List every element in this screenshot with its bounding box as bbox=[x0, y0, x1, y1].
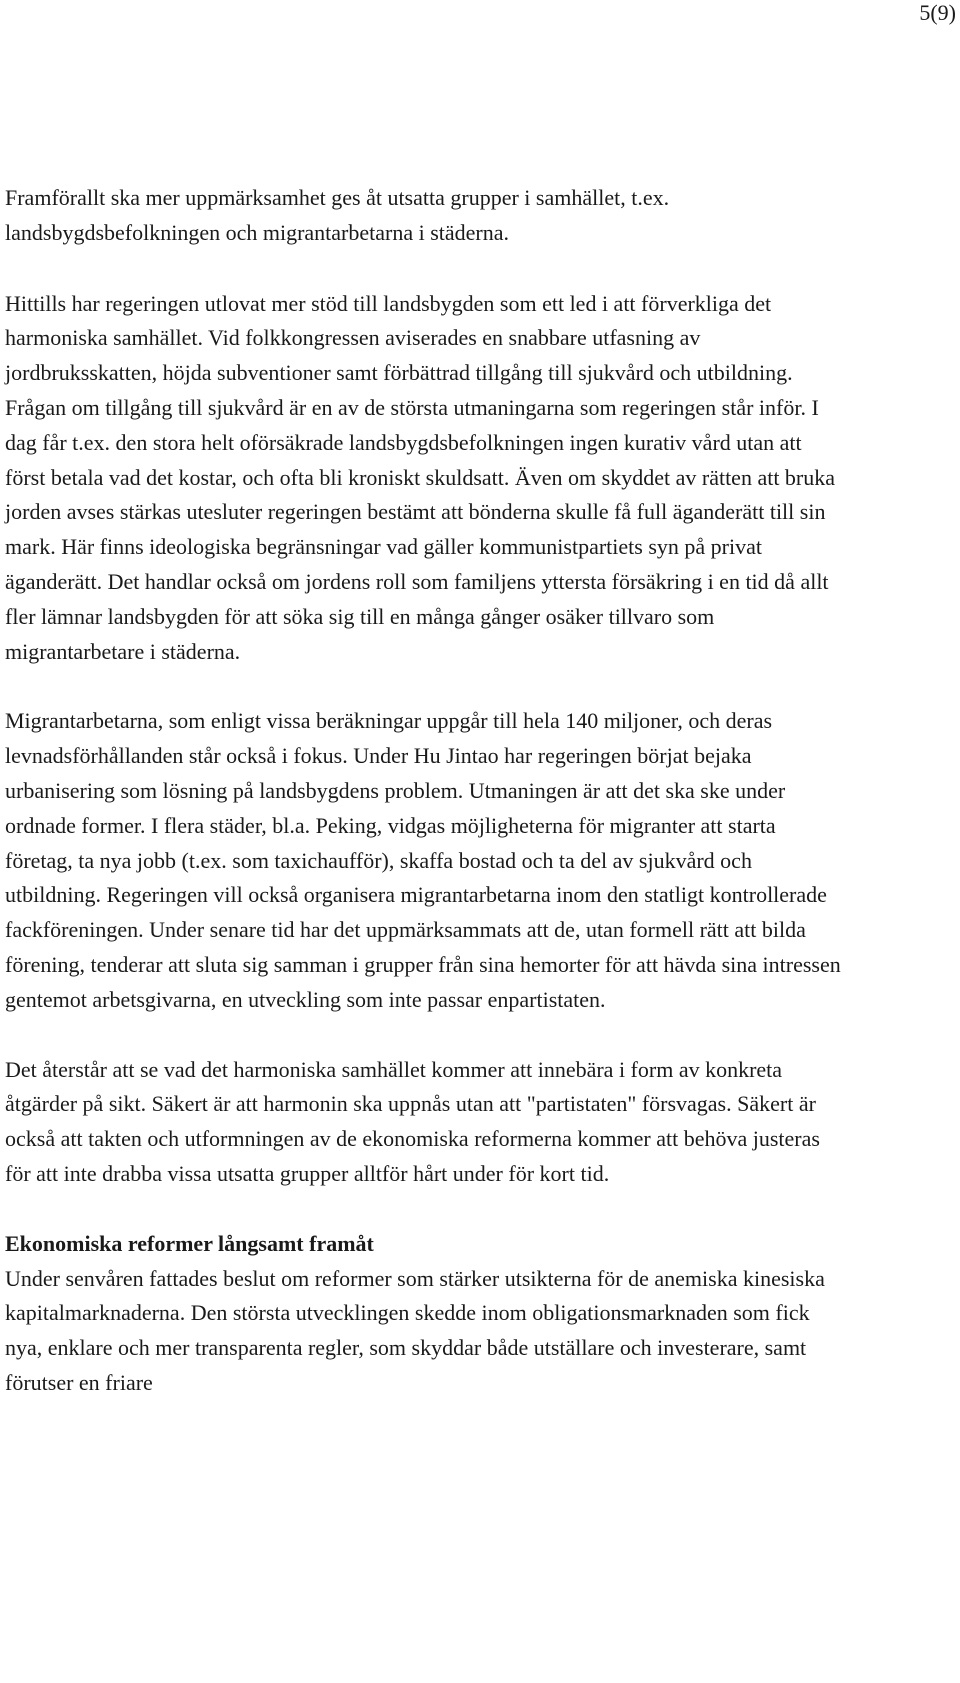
page-number: 5(9) bbox=[919, 0, 956, 25]
paragraph-4: Det återstår att se vad det harmoniska samhället kommer att innebära i form av konkreta åtgärder på sikt. Säkert är att harmonin ska uppnås utan att "partistaten" försvagas. Säkert är också att takten och utformningen av de ekonomiska reformerna kommer att behöva justeras för att inte drabba vissa utsatta grupper alltför hårt under för kort tid. bbox=[5, 1056, 820, 1186]
document-body bbox=[5, 181, 845, 1401]
paragraph-2: Hittills har regeringen utlovat mer stöd till landsbygden som ett led i att förverkliga det harmoniska samhället. Vid folkkongressen aviserades en snabbare utfasning av jordbruksskatten, höjda subventioner samt förbättrad tillgång till sjukvård och utbildning. Frågan om tillgång till sjukvård är en av de största utmaningarna som regeringen står inför. I dag får t.ex. den stora helt oförsäkrade landsbygdsbefolkningen ingen kurativ vård utan att först betala vad det kostar, och ofta bli kroniskt skuldsatt. Även om skyddet av rätten att bruka jorden avses stärkas utesluter regeringen bestämt att bönderna skulle få full äganderätt till sin mark. Här finns ideologiska begränsningar vad gäller kommunistpartiets syn på privat äganderätt. Det handlar också om jordens roll som familjens yttersta försäkring i en tid då allt fler lämnar landsbygden för att söka sig till en många gånger osäker tillvaro som migrantarbetare i städerna. bbox=[5, 290, 836, 664]
paragraph-1: Framförallt ska mer uppmärksamhet ges åt utsatta grupper i samhället, t.ex. landsbygdsbefolkningen och migrantarbetarna i städerna. bbox=[5, 185, 670, 245]
section-paragraph: Under senvåren fattades beslut om reformer som stärker utsikterna för de anemiska kinesiska kapitalmarknaderna. Den största utvecklingen skedde inom obligationsmarknaden som fick nya, enklare och mer transparenta regler, som skyddar både utställare och investerare, samt förutser en friare bbox=[5, 1265, 825, 1395]
section-heading: Ekonomiska reformer långsamt framåt bbox=[5, 1230, 374, 1256]
paragraph-3: Migrantarbetarna, som enligt vissa beräkningar uppgår till hela 140 miljoner, och deras levnadsförhållanden står också i fokus. Under Hu Jintao har regeringen börjat bejaka urbanisering som lösning på landsbygdens problem. Utmaningen är att det ska ske under ordnade former. I flera städer, bl.a. Peking, vidgas möjligheterna för migranter att starta företag, ta nya jobb (t.ex. som taxichaufför), skaffa bostad och ta del av sjukvård och utbildning. Regeringen vill också organisera migrantarbetarna inom den statligt kontrollerade fackföreningen. Under senare tid har det uppmärksammats att de, utan formell rätt att bilda förening, tenderar att sluta sig samman i grupper från sina hemorter för att hävda sina intressen gentemot arbetsgivarna, en utveckling som inte passar enpartistaten. bbox=[5, 708, 841, 1012]
